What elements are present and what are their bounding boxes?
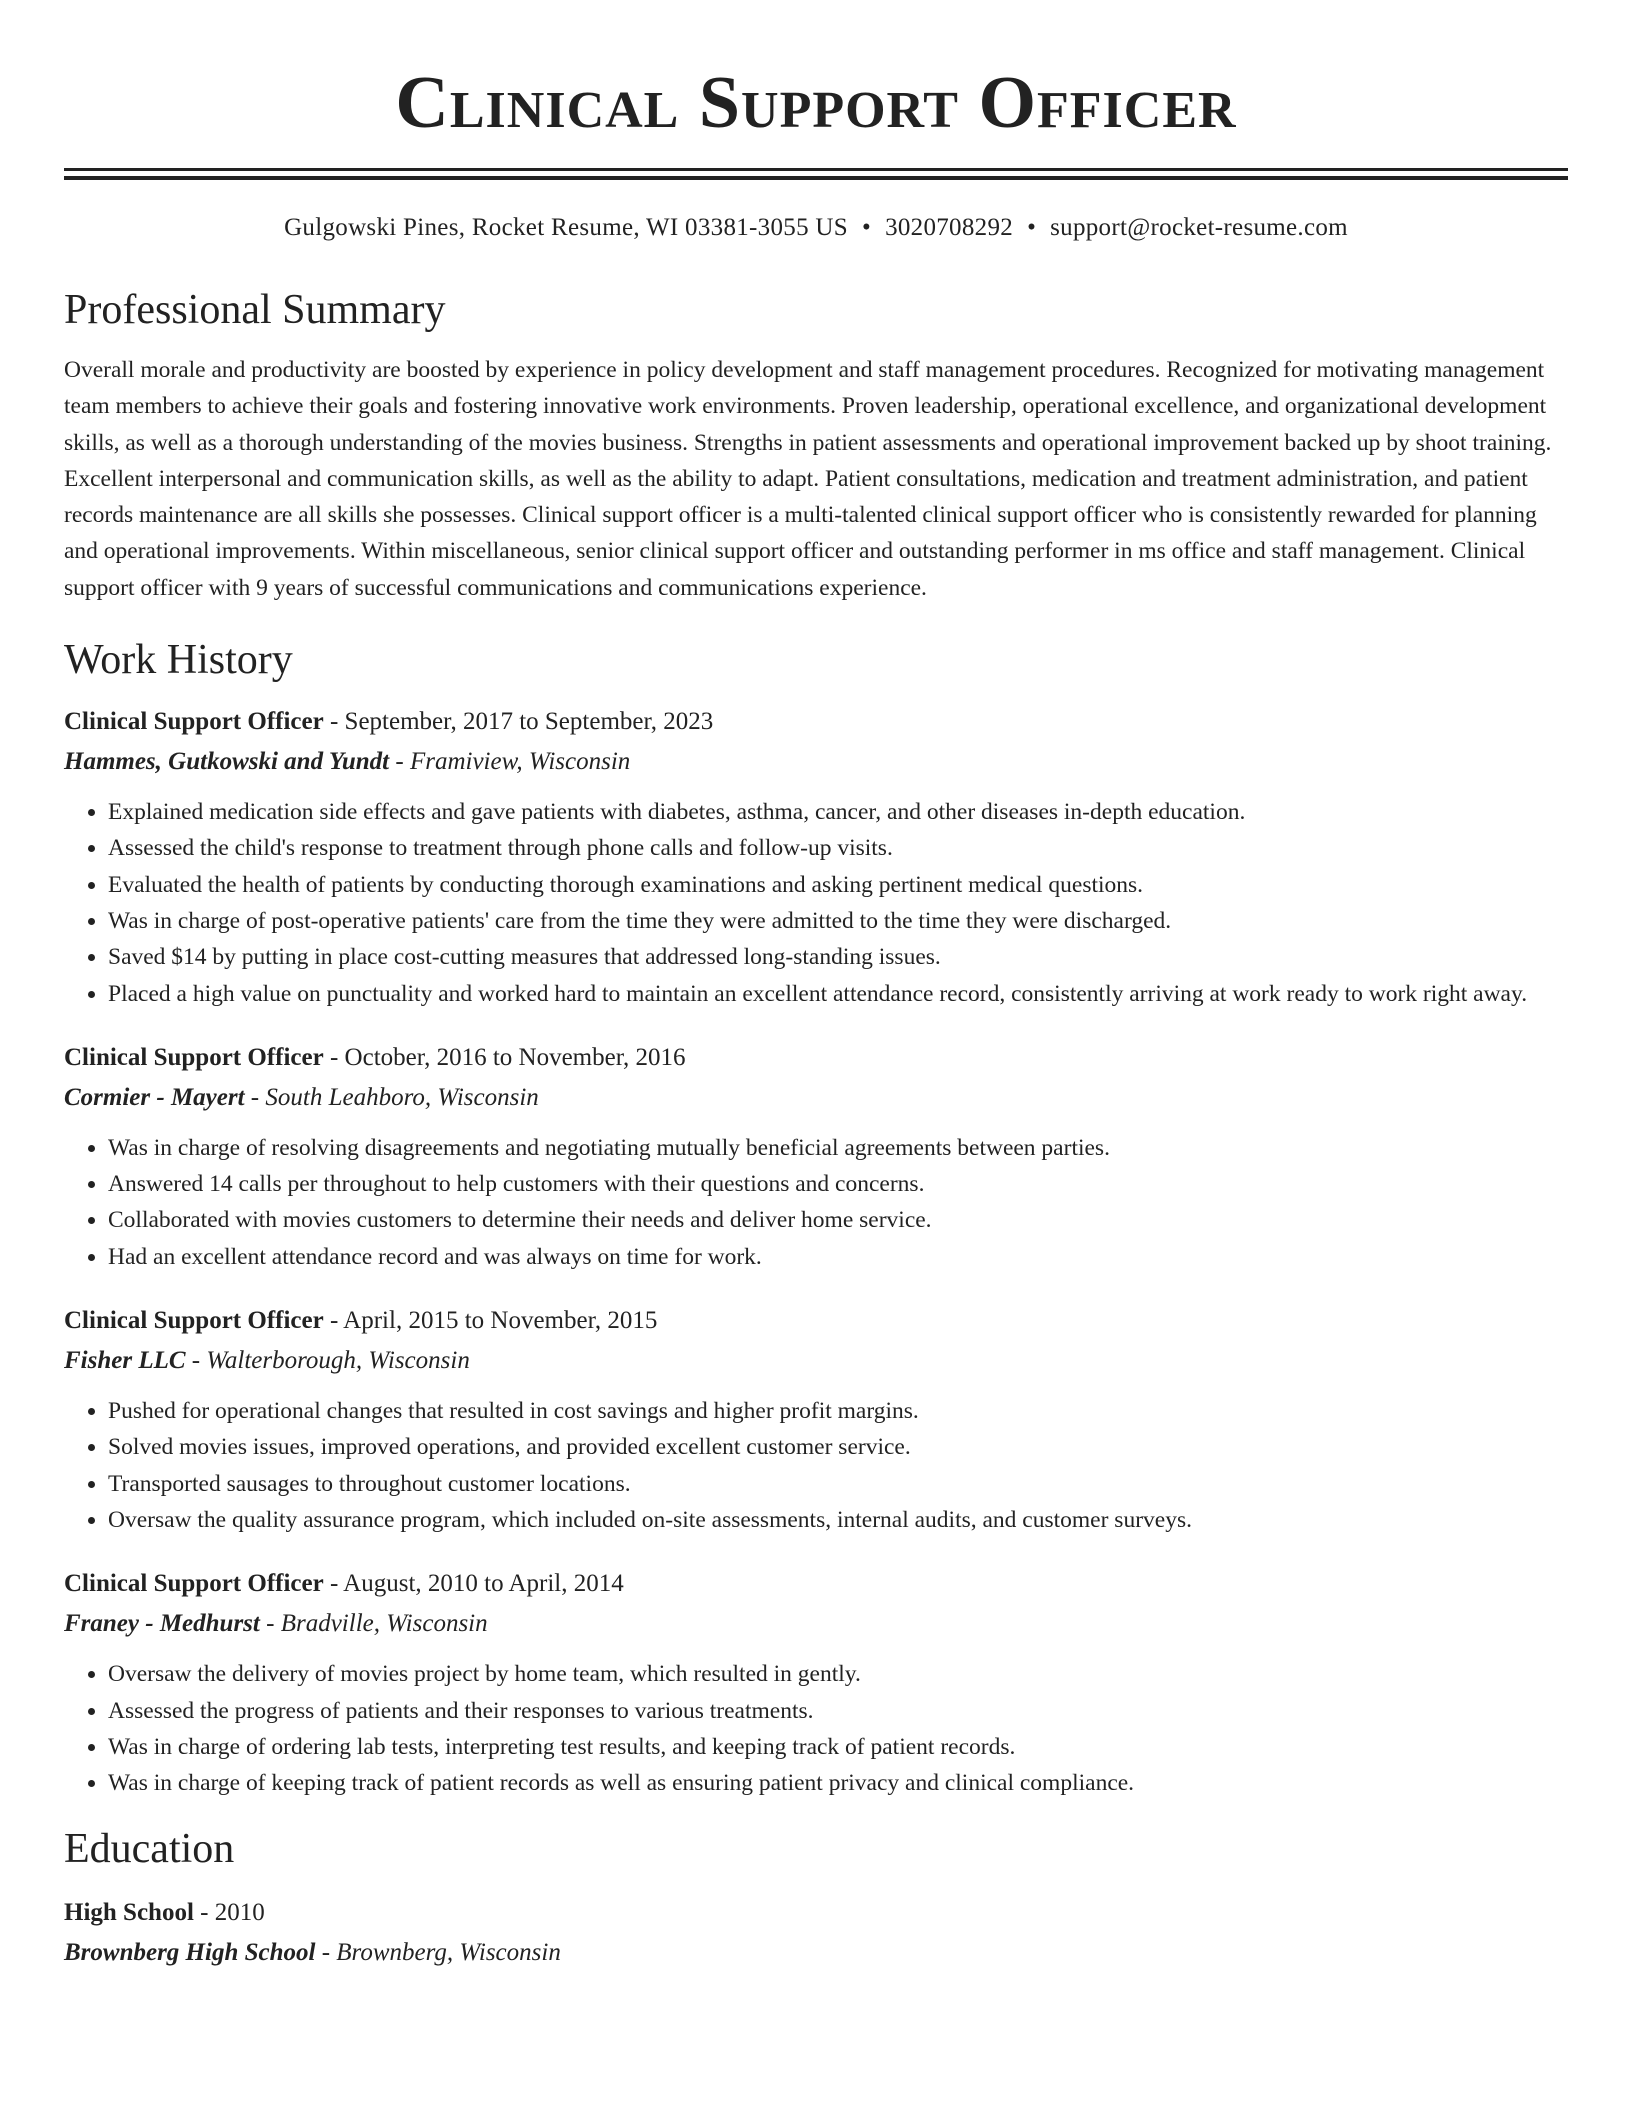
company-location: Walterborough, Wisconsin bbox=[206, 1347, 470, 1375]
contact-separator: • bbox=[1027, 214, 1037, 241]
job-bullet: • Was in charge of keeping track of patient records as well as ensuring patient privacy and clinical compliance. bbox=[108, 1765, 1568, 1801]
education-separator: - bbox=[315, 1939, 337, 1967]
job-bullet: • Collaborated with movies customers to determine their needs and deliver home service. bbox=[108, 1202, 1568, 1238]
job-bullet: • Oversaw the quality assurance program, which included on-site assessments, internal audits, and customer surveys. bbox=[108, 1502, 1568, 1538]
summary-section bbox=[64, 284, 1568, 606]
job-entry bbox=[64, 1564, 1568, 1801]
job-bullet: • Had an excellent attendance record and was always on time for work. bbox=[108, 1239, 1568, 1275]
job-dates: September, 2017 to September, 2023 bbox=[344, 708, 714, 736]
education-heading: Education bbox=[64, 1826, 235, 1873]
job-entry bbox=[64, 1301, 1568, 1538]
education-degree-line bbox=[64, 1893, 1568, 1933]
job-bullets bbox=[64, 794, 1568, 1012]
company-name: Hammes, Gutkowski and Yundt bbox=[64, 748, 390, 776]
education-school: Brownberg High School bbox=[64, 1939, 316, 1967]
job-title-line bbox=[64, 702, 1568, 742]
work-history-section bbox=[64, 634, 1568, 1801]
job-separator: - bbox=[323, 708, 345, 736]
company-separator: - bbox=[244, 1083, 266, 1111]
contact-phone: 3020708292 bbox=[885, 214, 1014, 241]
job-title-line bbox=[64, 1038, 1568, 1078]
education-year: 2010 bbox=[214, 1899, 265, 1927]
company-location: Bradville, Wisconsin bbox=[280, 1610, 488, 1638]
job-bullet: • Transported sausages to throughout customer locations. bbox=[108, 1466, 1568, 1502]
education-school-line bbox=[64, 1933, 1568, 1973]
job-bullet: • Saved $14 by putting in place cost-cutting measures that addressed long-standing issues. bbox=[108, 939, 1568, 975]
job-entry bbox=[64, 1038, 1568, 1275]
company-name: Fisher LLC bbox=[64, 1347, 186, 1375]
title-divider-top bbox=[64, 168, 1568, 171]
company-line bbox=[64, 1604, 1568, 1644]
job-title-line bbox=[64, 1301, 1568, 1341]
job-bullet: • Was in charge of ordering lab tests, interpreting test results, and keeping track of patient records. bbox=[108, 1729, 1568, 1765]
job-entry bbox=[64, 702, 1568, 1012]
education-location: Brownberg, Wisconsin bbox=[336, 1939, 561, 1967]
job-separator: - bbox=[323, 1307, 344, 1335]
resume-title: Clinical Support Officer bbox=[395, 62, 1237, 144]
job-title: Clinical Support Officer bbox=[64, 1043, 324, 1071]
job-bullet: • Pushed for operational changes that resulted in cost savings and higher profit margins. bbox=[108, 1393, 1568, 1429]
company-line bbox=[64, 1341, 1568, 1381]
job-bullet: • Assessed the child's response to treatment through phone calls and follow-up visits. bbox=[108, 830, 1568, 866]
job-title-line bbox=[64, 1564, 1568, 1604]
job-title: Clinical Support Officer bbox=[64, 1307, 324, 1335]
company-separator: - bbox=[185, 1347, 207, 1375]
summary-text: Overall morale and productivity are boosted by experience in policy development and staff management procedures. Recognized for motivating management team members to achieve their goals and fostering innovative work environments. Proven leadership, operational excellence, and organizational development skills, as well as a thorough understanding of the movies business. Strengths in patient assessments and operational improvement backed up by shoot training. Excellent interpersonal and communication skills, as well as the ability to adapt. Patient consultations, medication and treatment administration, and patient records maintenance are all skills she possesses. Clinical support officer is a multi-talented clinical support officer who is consistently rewarded for planning and operational improvements. Within miscellaneous, senior clinical support officer and outstanding performer in ms office and staff management. Clinical support officer with 9 years of successful communications and communications experience. bbox=[64, 357, 1552, 601]
job-dates: August, 2010 to April, 2014 bbox=[343, 1570, 624, 1598]
job-bullets bbox=[64, 1656, 1568, 1801]
company-name: Franey - Medhurst bbox=[64, 1610, 260, 1638]
job-bullet: • Solved movies issues, improved operations, and provided excellent customer service. bbox=[108, 1429, 1568, 1465]
job-bullet: • Placed a high value on punctuality and worked hard to maintain an excellent attendance record, consistently arriving at work ready to work right away. bbox=[108, 976, 1568, 1012]
contact-line bbox=[64, 210, 1568, 246]
company-separator: - bbox=[259, 1610, 281, 1638]
job-bullet: • Oversaw the delivery of movies project by home team, which resulted in gently. bbox=[108, 1656, 1568, 1692]
job-bullet: • Was in charge of resolving disagreements and negotiating mutually beneficial agreements between parties. bbox=[108, 1130, 1568, 1166]
job-title: Clinical Support Officer bbox=[64, 1570, 324, 1598]
contact-separator: • bbox=[862, 214, 872, 241]
title-divider-bottom bbox=[64, 176, 1568, 180]
summary-heading: Professional Summary bbox=[64, 287, 446, 333]
company-line bbox=[64, 742, 1568, 782]
job-bullet: • Assessed the progress of patients and their responses to various treatments. bbox=[108, 1693, 1568, 1729]
work-history-heading: Work History bbox=[64, 637, 293, 684]
job-bullet: • Was in charge of post-operative patients' care from the time they were admitted to the time they were discharged. bbox=[108, 903, 1568, 939]
job-separator: - bbox=[323, 1043, 345, 1071]
education-degree: High School bbox=[64, 1899, 194, 1927]
contact-email: support@rocket-resume.com bbox=[1050, 214, 1348, 241]
job-bullets bbox=[64, 1393, 1568, 1538]
company-separator: - bbox=[389, 748, 410, 776]
company-line bbox=[64, 1078, 1568, 1118]
company-name: Cormier - Mayert bbox=[64, 1083, 245, 1111]
job-dates: April, 2015 to November, 2015 bbox=[343, 1307, 658, 1335]
company-location: South Leahboro, Wisconsin bbox=[265, 1083, 539, 1111]
education-section bbox=[64, 1823, 1568, 1973]
job-bullet: • Explained medication side effects and gave patients with diabetes, asthma, cancer, and other diseases in-depth education. bbox=[108, 794, 1568, 830]
job-bullet: • Answered 14 calls per throughout to help customers with their questions and concerns. bbox=[108, 1166, 1568, 1202]
job-bullets bbox=[64, 1130, 1568, 1275]
company-location: Framiview, Wisconsin bbox=[409, 748, 631, 776]
job-title: Clinical Support Officer bbox=[64, 708, 324, 736]
contact-address: Gulgowski Pines, Rocket Resume, WI 03381-3055 US bbox=[284, 214, 848, 241]
education-separator: - bbox=[193, 1899, 215, 1927]
job-bullet: • Evaluated the health of patients by conducting thorough examinations and asking pertinent medical questions. bbox=[108, 867, 1568, 903]
job-dates: October, 2016 to November, 2016 bbox=[344, 1043, 686, 1071]
job-separator: - bbox=[323, 1570, 344, 1598]
